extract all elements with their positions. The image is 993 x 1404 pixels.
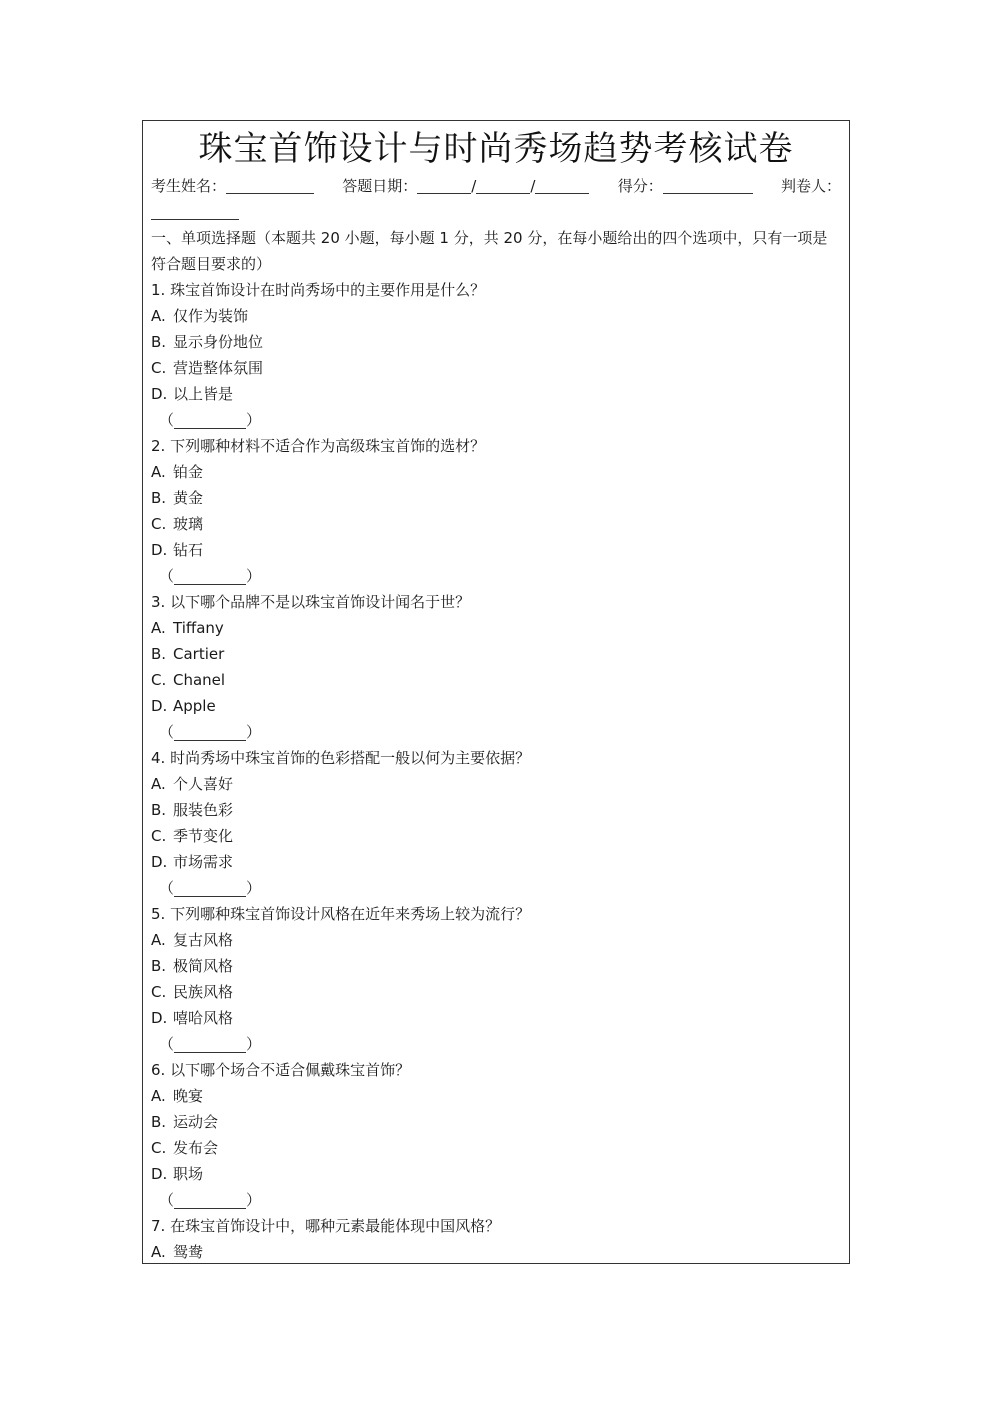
date-month-blank[interactable] [476,177,530,194]
option-letter: D. [151,541,168,559]
option-text: 显示身份地位 [173,333,264,351]
answer-open-paren: （ [159,411,175,429]
option-letter: D. [151,853,168,871]
option-item [151,537,841,563]
option-item [151,1161,841,1187]
answer-blank-line [151,563,841,589]
option-letter: A. [151,775,166,793]
answer-blank[interactable] [174,567,246,585]
question-stem: 4. 时尚秀场中珠宝首饰的色彩搭配一般以何为主要依据？ [151,749,531,767]
option-item [151,693,841,719]
answer-open-paren: （ [159,723,175,741]
option-letter: C. [151,671,167,689]
score-field [618,173,753,199]
option-text: 鸳鸯 [173,1243,204,1261]
answer-close-paren: ） [246,567,262,585]
answer-close-paren: ） [246,879,262,897]
grader-blank[interactable] [151,203,239,220]
option-text: 嘻哈风格 [173,1009,234,1027]
option-item [151,1135,841,1161]
option-letter: A. [151,1243,166,1261]
option-text: 铂金 [173,463,204,481]
option-text: 季节变化 [173,827,234,845]
answer-close-paren: ） [246,1191,262,1209]
option-item [151,355,841,381]
name-blank[interactable] [226,177,314,194]
option-letter: C. [151,827,167,845]
answer-open-paren: （ [159,1035,175,1053]
answer-blank[interactable] [174,1035,246,1053]
answer-blank[interactable] [174,723,246,741]
name-label: 考生姓名： [151,177,227,195]
option-letter: B. [151,1113,167,1131]
option-item [151,823,841,849]
option-letter: B. [151,489,167,507]
option-item [151,979,841,1005]
question-stem: 3. 以下哪个品牌不是以珠宝首饰设计闻名于世？ [151,593,471,611]
option-item [151,1239,841,1264]
option-item [151,459,841,485]
answer-blank-line [151,719,841,745]
date-separator: / [530,177,536,195]
answer-blank[interactable] [174,411,246,429]
option-letter: A. [151,307,166,325]
option-item [151,511,841,537]
option-item [151,953,841,979]
option-item [151,381,841,407]
option-item [151,615,841,641]
score-label: 得分： [617,177,663,195]
option-item [151,771,841,797]
option-item [151,849,841,875]
option-item [151,1083,841,1109]
section-heading: 一、单项选择题（本题共 20 小题，每小题 1 分，共 20 分，在每小题给出的四个选项中，只有一项是符合题目要求的） [151,229,828,273]
question-stem: 2. 下列哪种材料不适合作为高级珠宝首饰的选材？ [151,437,486,455]
page-title: 珠宝首饰设计与时尚秀场趋势考核试卷 [198,129,794,169]
option-text: 玻璃 [173,515,204,533]
option-item [151,485,841,511]
option-letter: C. [151,983,167,1001]
date-label: 答题日期： [342,177,418,195]
grader-field [781,173,841,199]
option-text: 民族风格 [173,983,234,1001]
option-letter: C. [151,515,167,533]
answer-blank[interactable] [174,1191,246,1209]
answer-blank-line [151,407,841,433]
answer-blank-line [151,1187,841,1213]
grader-label: 判卷人： [780,177,841,195]
question-stem: 5. 下列哪种珠宝首饰设计风格在近年来秀场上较为流行？ [151,905,531,923]
option-text: 仅作为装饰 [173,307,249,325]
option-text: 复古风格 [173,931,234,949]
exam-paper [142,120,850,1264]
option-letter: D. [151,697,168,715]
exam-content [151,173,841,1264]
answer-blank-line [151,875,841,901]
option-letter: A. [151,1087,166,1105]
option-text: Chanel [173,671,226,689]
answer-open-paren: （ [159,879,175,897]
option-text: 运动会 [173,1113,219,1131]
question-list [151,277,841,1264]
option-letter: D. [151,1165,168,1183]
option-text: 以上皆是 [173,385,234,403]
option-letter: C. [151,1139,167,1157]
option-item [151,1005,841,1031]
date-separator: / [471,177,477,195]
option-text: 极简风格 [173,957,234,975]
option-text: 黄金 [173,489,204,507]
option-text: 钻石 [173,541,204,559]
answer-blank-line [151,1031,841,1057]
answer-close-paren: ） [246,723,262,741]
option-item [151,927,841,953]
option-letter: B. [151,333,167,351]
option-text: 营造整体氛围 [173,359,264,377]
option-item [151,667,841,693]
question-stem: 1. 珠宝首饰设计在时尚秀场中的主要作用是什么？ [151,281,486,299]
option-letter: D. [151,385,168,403]
answer-open-paren: （ [159,567,175,585]
option-item [151,329,841,355]
question-stem: 6. 以下哪个场合不适合佩戴珠宝首饰？ [151,1061,411,1079]
option-text: Tiffany [173,619,224,637]
answer-close-paren: ） [246,411,262,429]
name-field [151,173,314,199]
option-text: 市场需求 [173,853,234,871]
answer-close-paren: ） [246,1035,262,1053]
option-item [151,1109,841,1135]
grader-blank-line [151,199,841,225]
score-blank[interactable] [663,177,753,194]
option-text: 晚宴 [173,1087,204,1105]
option-letter: B. [151,645,167,663]
option-letter: C. [151,359,167,377]
option-item [151,641,841,667]
date-year-blank[interactable] [417,177,471,194]
answer-open-paren: （ [159,1191,175,1209]
date-day-blank[interactable] [535,177,589,194]
option-letter: D. [151,1009,168,1027]
option-text: 服装色彩 [173,801,234,819]
option-letter: B. [151,957,167,975]
option-item [151,303,841,329]
question-stem: 7. 在珠宝首饰设计中，哪种元素最能体现中国风格？ [151,1217,501,1235]
option-text: 职场 [173,1165,204,1183]
option-text: 个人喜好 [173,775,234,793]
answer-blank[interactable] [174,879,246,897]
exam-header [151,173,841,199]
option-item [151,797,841,823]
option-letter: A. [151,463,166,481]
option-letter: A. [151,931,166,949]
option-letter: B. [151,801,167,819]
option-text: 发布会 [173,1139,219,1157]
option-text: Cartier [173,645,225,663]
option-letter: A. [151,619,166,637]
option-text: Apple [173,697,216,715]
date-field [342,173,589,199]
